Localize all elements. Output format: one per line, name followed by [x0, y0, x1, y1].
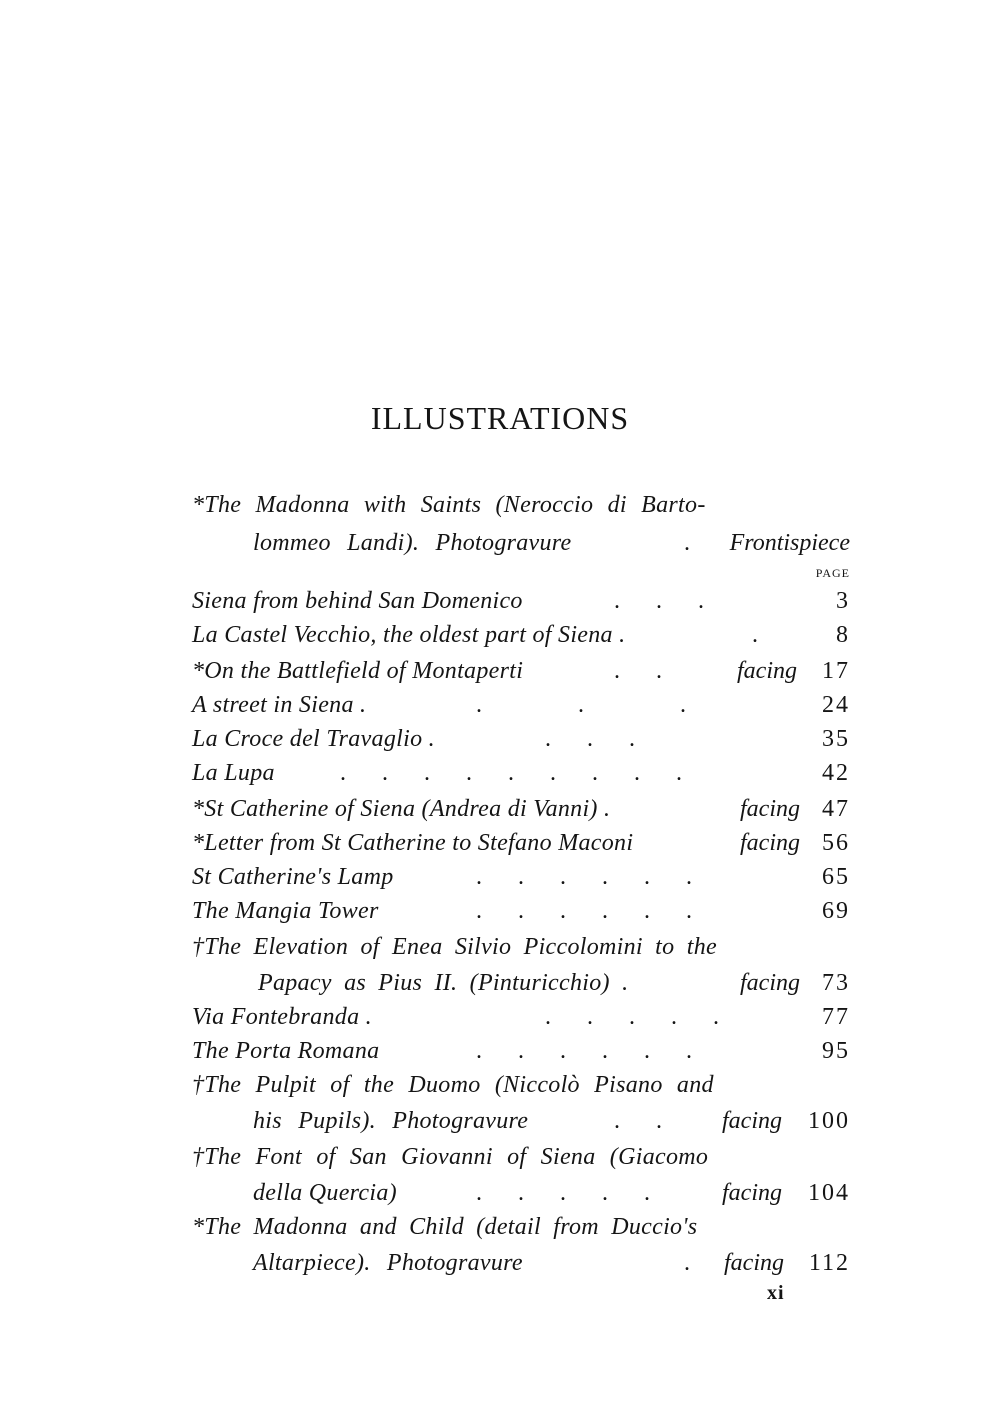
facing-label: facing [737, 658, 797, 684]
dot-leader: . . . [614, 588, 704, 614]
caption: La Lupa [192, 760, 275, 786]
page-number: 8 [836, 622, 850, 648]
list-item-continuation [0, 1246, 1000, 1280]
facing-label: facing [722, 1108, 782, 1134]
caption-line-1: †The Font of San Giovanni of Siena (Giacomo [192, 1144, 709, 1170]
list-item-continuation [0, 1104, 1000, 1138]
dot-leader: . [752, 622, 758, 648]
list-item [0, 654, 1000, 688]
list-item-continuation [0, 966, 1000, 1000]
caption-line-2: lommeo Landi). Photogravure [253, 530, 572, 556]
caption-line-2: Papacy as Pius II. (Pinturicchio) . [258, 970, 629, 996]
list-item [0, 1140, 1000, 1174]
list-item [0, 584, 1000, 618]
dot-leader: . . . . . . [476, 1038, 692, 1064]
page-number: 95 [822, 1038, 850, 1064]
caption: The Mangia Tower [192, 898, 379, 924]
list-item-continuation [0, 1176, 1000, 1210]
page-number: 100 [808, 1108, 850, 1134]
caption-line-1: *The Madonna and Child (detail from Duccio's [192, 1214, 698, 1240]
dot-leader: . [684, 530, 690, 556]
dot-leader: . . [614, 658, 662, 684]
list-item-continuation [0, 526, 1000, 560]
caption: Via Fontebranda . [192, 1004, 372, 1030]
caption: *On the Battlefield of Montaperti [192, 658, 524, 684]
page-number: 77 [822, 1004, 850, 1030]
dot-leader: . . . [476, 692, 686, 718]
caption-line-1: *The Madonna with Saints (Neroccio di Barto- [192, 492, 706, 518]
caption-line-1: †The Elevation of Enea Silvio Piccolomini to the [192, 934, 717, 960]
page-number: 69 [822, 898, 850, 924]
page-number: 47 [822, 796, 850, 822]
caption: The Porta Romana [192, 1038, 380, 1064]
caption: A street in Siena . [192, 692, 367, 718]
page-title: ILLUSTRATIONS [370, 400, 630, 436]
list-item [0, 826, 1000, 860]
page-number: 42 [822, 760, 850, 786]
dot-leader: . . . . . [545, 1004, 719, 1030]
caption-line-2: della Quercia) [253, 1180, 397, 1206]
dot-leader: . . . . . . [476, 864, 692, 890]
list-item [0, 722, 1000, 756]
page-number: 104 [808, 1180, 850, 1206]
caption: La Castel Vecchio, the oldest part of Siena . [192, 622, 626, 648]
list-item [0, 1210, 1000, 1244]
page-number: 3 [836, 588, 850, 614]
page-number: 24 [822, 692, 850, 718]
facing-label: facing [740, 830, 800, 856]
page-reference: Frontispiece [729, 530, 850, 556]
dot-leader: . [684, 1250, 690, 1276]
facing-label: facing [722, 1180, 782, 1206]
list-item [0, 488, 1000, 522]
page-number: 73 [822, 970, 850, 996]
list-item [0, 792, 1000, 826]
list-item [0, 618, 1000, 652]
caption: La Croce del Travaglio . [192, 726, 435, 752]
page-column-header: PAGE [815, 566, 850, 580]
list-item [0, 688, 1000, 722]
list-item [0, 1068, 1000, 1102]
caption-line-2: his Pupils). Photogravure [253, 1108, 529, 1134]
facing-label: facing [740, 970, 800, 996]
list-item [0, 930, 1000, 964]
list-item [0, 1000, 1000, 1034]
page-number: 65 [822, 864, 850, 890]
caption-line-2: Altarpiece). Photogravure [253, 1250, 523, 1276]
list-item [0, 756, 1000, 790]
dot-leader: . . . [545, 726, 635, 752]
page-number: 112 [808, 1250, 850, 1276]
dot-leader: . . . . . . . . . [340, 760, 682, 786]
list-item [0, 894, 1000, 928]
caption: *Letter from St Catherine to Stefano Maconi [192, 830, 634, 856]
folio-page-number: xi [767, 1282, 785, 1304]
list-item [0, 1034, 1000, 1068]
list-item [0, 860, 1000, 894]
dot-leader: . . . . . . [476, 898, 692, 924]
dot-leader: . . [614, 1108, 662, 1134]
page-number: 56 [822, 830, 850, 856]
caption: St Catherine's Lamp [192, 864, 394, 890]
caption: Siena from behind San Domenico [192, 588, 523, 614]
caption: *St Catherine of Siena (Andrea di Vanni) . [192, 796, 611, 822]
page-number: 35 [822, 726, 850, 752]
page-number: 17 [822, 658, 850, 684]
caption-line-1: †The Pulpit of the Duomo (Niccolò Pisano and [192, 1072, 714, 1098]
facing-label: facing [740, 796, 800, 822]
dot-leader: . . . . . [476, 1180, 650, 1206]
facing-label: facing [724, 1250, 784, 1276]
